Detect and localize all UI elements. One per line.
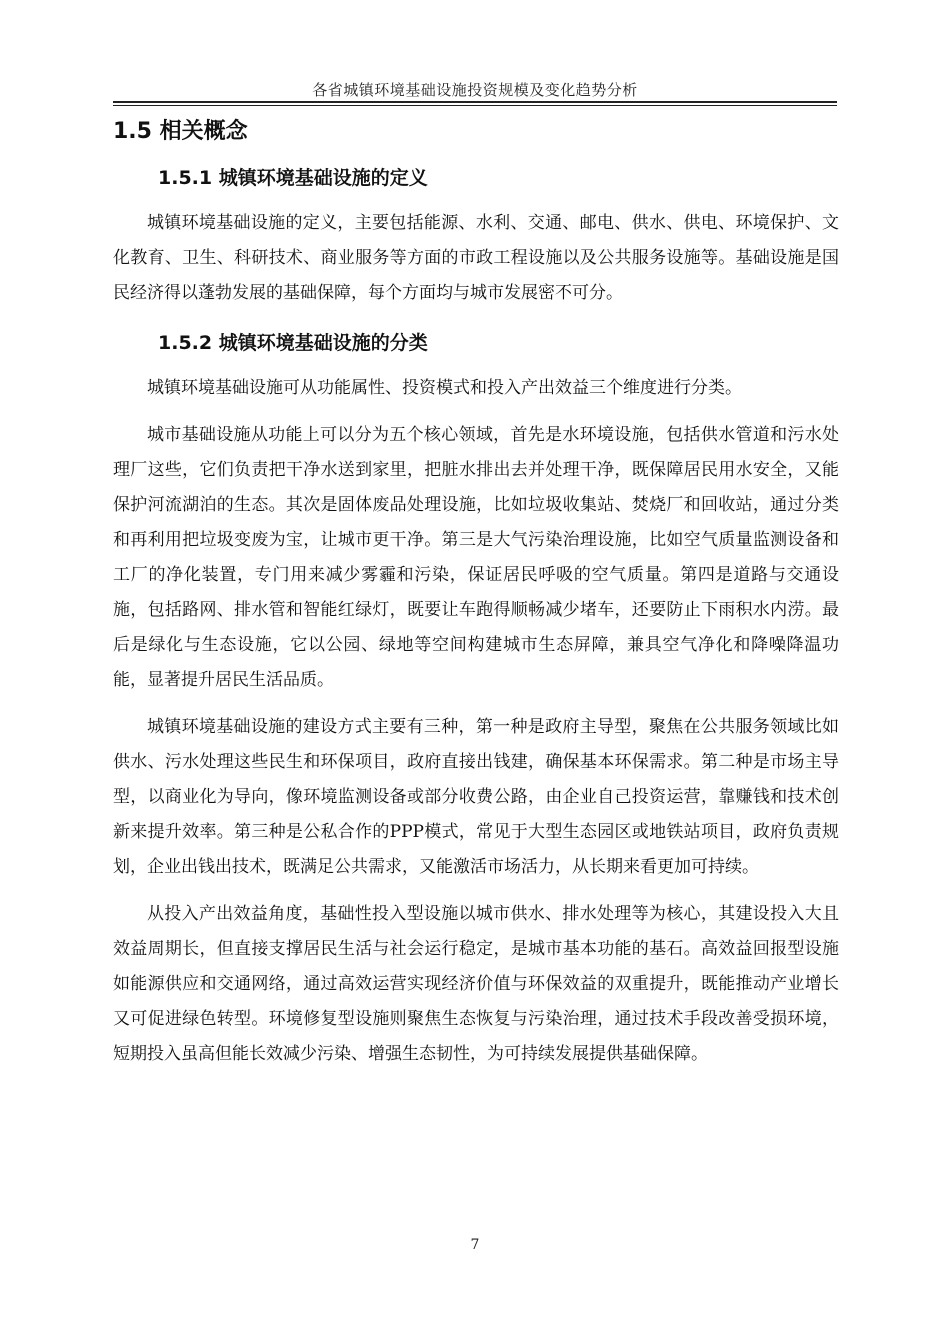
header-rule-thick xyxy=(113,101,837,103)
page-number: 7 xyxy=(470,1237,480,1253)
subsection-heading-definition: 1.5.1 城镇环境基础设施的定义 xyxy=(158,167,428,189)
investment-mode-paragraph: 城镇环境基础设施的建设方式主要有三种，第一种是政府主导型，聚焦在公共服务领域比如供水、污水处理这些民生和环保项目，政府直接出钱建，确保基本环保需求。第二种是市场主导型，以商业化为导向，像环境监测设备或部分收费公路，由企业自己投资运营，靠赚钱和技术创新来提升效率。第三种是公私合作的PPP模式，常见于大型生态园区或地铁站项目，政府负责规划，企业出钱出技术，既满足公共需求，又能激活市场活力，从长期来看更加可持续。 xyxy=(113,717,839,877)
input-output-paragraph: 从投入产出效益角度，基础性投入型设施以城市供水、排水处理等为核心，其建设投入大且效益周期长，但直接支撑居民生活与社会运行稳定，是城市基本功能的基石。高效益回报型设施如能源供应和交通网络，通过高效运营实现经济价值与环保效益的双重提升，既能推动产业增长又可促进绿色转型。环境修复型设施则聚焦生态恢复与污染治理，通过技术手段改善受损环境，短期投入虽高但能长效减少污染、增强生态韧性，为可持续发展提供基础保障。 xyxy=(113,904,839,1064)
classification-intro-paragraph: 城镇环境基础设施可从功能属性、投资模式和投入产出效益三个维度进行分类。 xyxy=(147,378,742,398)
section-heading: 1.5 相关概念 xyxy=(113,119,248,144)
definition-paragraph: 城镇环境基础设施的定义，主要包括能源、水利、交通、邮电、供水、供电、环境保护、文化教育、卫生、科研技术、商业服务等方面的市政工程设施以及公共服务设施等。基础设施是国民经济得以蓬勃发展的基础保障，每个方面均与城市发展密不可分。 xyxy=(113,213,839,303)
page-body xyxy=(113,112,839,1072)
running-header: 各省城镇环境基础设施投资规模及变化趋势分析 xyxy=(312,81,638,99)
functional-classification-paragraph: 城市基础设施从功能上可以分为五个核心领域，首先是水环境设施，包括供水管道和污水处理厂这些，它们负责把干净水送到家里，把脏水排出去并处理干净，既保障居民用水安全，又能保护河流湖泊的生态。其次是固体废品处理设施，比如垃圾收集站、焚烧厂和回收站，通过分类和再利用把垃圾变废为宝，让城市更干净。第三是大气污染治理设施，比如空气质量监测设备和工厂的净化装置，专门用来减少雾霾和污染，保证居民呼吸的空气质量。第四是道路与交通设施，包括路网、排水管和智能红绿灯，既要让车跑得顺畅减少堵车，还要防止下雨积水内涝。最后是绿化与生态设施，它以公园、绿地等空间构建城市生态屏障，兼具空气净化和降噪降温功能，显著提升居民生活品质。 xyxy=(113,425,839,690)
header-rule-thin xyxy=(113,105,837,106)
subsection-heading-classification: 1.5.2 城镇环境基础设施的分类 xyxy=(158,332,428,354)
